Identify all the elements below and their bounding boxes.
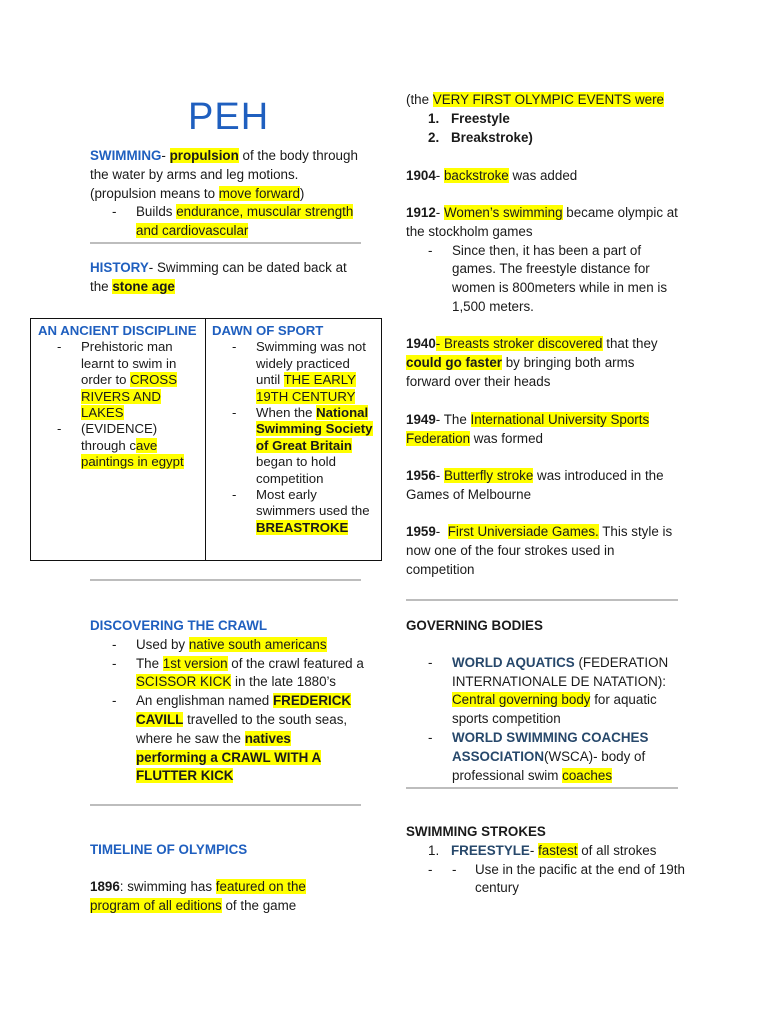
divider xyxy=(90,804,361,806)
cave-paintings-highlight: ave paintings in egypt xyxy=(81,437,184,470)
bullet-text: began to hold competition xyxy=(256,454,336,486)
early-19th-century-highlight: THE EARLY 19TH CENTURY xyxy=(256,372,356,404)
year-text: This style is now one of the four strokes used in competition xyxy=(406,524,673,577)
crawl-bullets xyxy=(90,636,365,786)
dawn-of-sport-bullets xyxy=(212,339,375,536)
bullet-text: Most early swimmers used the xyxy=(256,487,370,519)
list-item xyxy=(406,654,686,729)
year-text: was formed xyxy=(470,430,543,446)
native-south-americans-highlight: native south americans xyxy=(188,636,327,652)
history-paragraph xyxy=(90,259,365,297)
year-1896: 1896 xyxy=(90,878,120,894)
list-item xyxy=(212,487,375,536)
freestyle-bullets xyxy=(406,861,686,899)
year-1912-section xyxy=(406,204,681,317)
dash: - xyxy=(435,168,444,183)
divider xyxy=(90,242,361,244)
ancient-discipline-bullets xyxy=(37,339,199,470)
list-item xyxy=(37,421,199,470)
first-events-section xyxy=(406,91,686,147)
year-1956-section xyxy=(406,467,681,505)
bullet-text: Use in the pacific at the end of 19th century xyxy=(475,861,685,896)
bullet-text: of the crawl featured a xyxy=(227,655,364,671)
bullet-text: travelled to the south seas, where he saw the xyxy=(136,711,348,746)
swimming-text: of the body through the water by arms and leg motions. (propulsion means to xyxy=(90,148,358,201)
list-item: 2. Breakstroke) xyxy=(428,129,533,145)
year-text: became olympic at the stockholm games xyxy=(406,205,678,239)
builds-text: Builds xyxy=(136,204,177,220)
bullet-text: (FEDERATION INTERNATIONALE DE NATATION): xyxy=(452,654,669,689)
history-text: - Swimming can be dated back at the xyxy=(90,260,347,294)
first-events-list xyxy=(406,110,686,148)
year-text: was added xyxy=(508,168,578,183)
list-item: 1. Freestyle xyxy=(428,110,510,126)
year-1904: 1904 xyxy=(406,168,436,183)
butterfly-stroke-highlight: Butterfly stroke xyxy=(443,468,534,483)
bullet-text: An englishman named xyxy=(136,693,273,709)
university-sports-federation-highlight: International University Sports Federation xyxy=(406,412,650,446)
timeline-title: TIMELINE OF OLYMPICS xyxy=(90,842,248,857)
year-1959-paragraph xyxy=(406,523,676,579)
year-1904-paragraph xyxy=(406,167,681,186)
central-governing-body-highlight: Central governing body xyxy=(452,692,591,708)
year-text: was introduced in the Games of Melbourne xyxy=(406,468,664,502)
ancient-discipline-cell xyxy=(30,318,206,561)
propulsion-highlight: propulsion xyxy=(169,148,239,163)
dash: - xyxy=(435,205,444,220)
swimming-section xyxy=(90,147,362,241)
natives-crawl-highlight: natives performing a CRAWL WITH A FLUTTER KICK xyxy=(136,730,322,784)
list-item xyxy=(406,729,686,785)
world-aquatics: WORLD AQUATICS xyxy=(452,654,575,670)
year-1940: 1940 xyxy=(406,336,436,351)
list-item xyxy=(406,842,686,898)
first-events-text: (the xyxy=(406,92,433,107)
year-1912-paragraph xyxy=(406,204,681,242)
stroke-number: 1. xyxy=(428,842,440,858)
stone-age-highlight: stone age xyxy=(112,278,175,294)
year-1956: 1956 xyxy=(406,468,436,483)
freestyle-label: FREESTYLE xyxy=(451,842,530,858)
move-forward-highlight: move forward xyxy=(218,185,300,201)
bullet-text: of all strokes xyxy=(577,842,657,858)
list-item xyxy=(37,339,199,421)
timeline-section xyxy=(90,841,325,915)
featured-program-highlight: featured on the program of all editions xyxy=(90,878,306,913)
first-universiade-highlight: First Universiade Games. xyxy=(447,524,599,539)
year-1959-section xyxy=(406,523,676,579)
divider xyxy=(406,787,678,789)
crawl-title: DISCOVERING THE CRAWL xyxy=(90,618,268,633)
crawl-section xyxy=(90,617,365,786)
bullet-text: in the late 1880’s xyxy=(231,674,336,690)
page-title: PEH xyxy=(188,96,270,138)
first-events-highlight: VERY FIRST OLYMPIC EVENTS were xyxy=(432,92,664,107)
list-item xyxy=(90,203,362,241)
bullet-text: The xyxy=(136,655,163,671)
bullet-text: When the xyxy=(256,405,317,421)
swimming-text-end: ) xyxy=(299,185,305,201)
frederick-cavill-highlight: FREDERICK CAVILL xyxy=(136,693,352,727)
dash: - xyxy=(529,842,539,858)
dawn-of-sport-title: DAWN OF SPORT xyxy=(212,323,324,338)
governing-section xyxy=(406,617,686,785)
bullet-text: Prehistoric man learnt to swim in order to xyxy=(81,339,177,388)
year-text: by bringing both arms forward over their heads xyxy=(406,354,635,389)
year-text: - The xyxy=(435,412,471,427)
dash: - xyxy=(435,524,448,539)
list-item xyxy=(212,339,375,405)
builds-highlight: endurance, muscular strength and cardiovascular xyxy=(136,204,354,239)
year-1949-section xyxy=(406,411,681,449)
bullet-text: Used by xyxy=(136,636,189,652)
year-1959: 1959 xyxy=(406,524,436,539)
list-item xyxy=(90,692,365,786)
divider xyxy=(90,579,361,581)
dawn-of-sport-cell xyxy=(205,318,382,561)
fastest-highlight: fastest xyxy=(538,842,578,858)
year-1904-section xyxy=(406,167,681,186)
year-text: that they xyxy=(602,336,658,351)
swimming-paragraph xyxy=(90,147,362,203)
ancient-discipline-title: AN ANCIENT DISCIPLINE xyxy=(38,323,197,338)
breastroke-highlight: BREASTROKE xyxy=(256,519,349,535)
strokes-section xyxy=(406,823,686,898)
history-section xyxy=(90,259,365,297)
swimming-dash: - xyxy=(161,148,170,163)
list-item: - - Use in the pacific at the end of 19th century xyxy=(406,861,686,899)
event-breakstroke: Breakstroke) xyxy=(451,129,533,145)
backstroke-highlight: backstroke xyxy=(443,168,509,183)
timeline-text: : swimming has xyxy=(119,878,216,894)
year-1949-paragraph xyxy=(406,411,681,449)
cross-rivers-highlight: CROSS RIVERS AND LAKES xyxy=(81,372,178,421)
breasts-stroker-highlight: - Breasts stroker discovered xyxy=(435,336,603,351)
first-events-paragraph xyxy=(406,91,686,110)
year-1949: 1949 xyxy=(406,412,436,427)
dash: - xyxy=(435,468,444,483)
divider xyxy=(406,599,678,601)
year-1956-paragraph xyxy=(406,467,681,505)
wsca-name: WORLD SWIMMING COACHES ASSOCIATION xyxy=(452,729,649,764)
bullet-text: (WSCA)- body of professional swim xyxy=(452,748,646,783)
coaches-highlight: coaches xyxy=(562,767,613,783)
national-swimming-society-highlight: National Swimming Society of Great Britain xyxy=(256,405,373,453)
strokes-list xyxy=(406,842,686,898)
list-item xyxy=(90,655,365,693)
governing-bullets xyxy=(406,654,686,786)
first-version-highlight: 1st version xyxy=(162,655,228,671)
event-freestyle: Freestyle xyxy=(451,110,510,126)
could-go-faster-highlight: could go faster xyxy=(406,354,502,370)
timeline-paragraph xyxy=(90,878,325,916)
list-item: - Since then, it has been a part of games. The freestyle distance for women is 800meters while in men is 1,500 meters. xyxy=(406,242,681,317)
swimming-bullets xyxy=(90,203,362,241)
strokes-title: SWIMMING STROKES xyxy=(406,824,546,839)
bullet-text: Swimming was not widely practiced until xyxy=(256,339,366,388)
governing-title: GOVERNING BODIES xyxy=(406,618,543,633)
year-1940-section xyxy=(406,335,676,391)
history-label: HISTORY xyxy=(90,260,149,275)
timeline-text: of the game xyxy=(221,897,297,913)
list-item xyxy=(212,405,375,487)
year-1912: 1912 xyxy=(406,205,436,220)
bullet-text: for aquatic sports competition xyxy=(452,692,657,727)
womens-swimming-highlight: Women’s swimming xyxy=(443,205,563,220)
list-item xyxy=(90,636,365,655)
year-1912-bullets xyxy=(406,242,681,317)
year-1940-paragraph xyxy=(406,335,676,391)
bullet-text: (EVIDENCE) through c xyxy=(81,421,158,453)
swimming-label: SWIMMING xyxy=(90,148,162,163)
scissor-kick-highlight: SCISSOR KICK xyxy=(136,674,232,690)
